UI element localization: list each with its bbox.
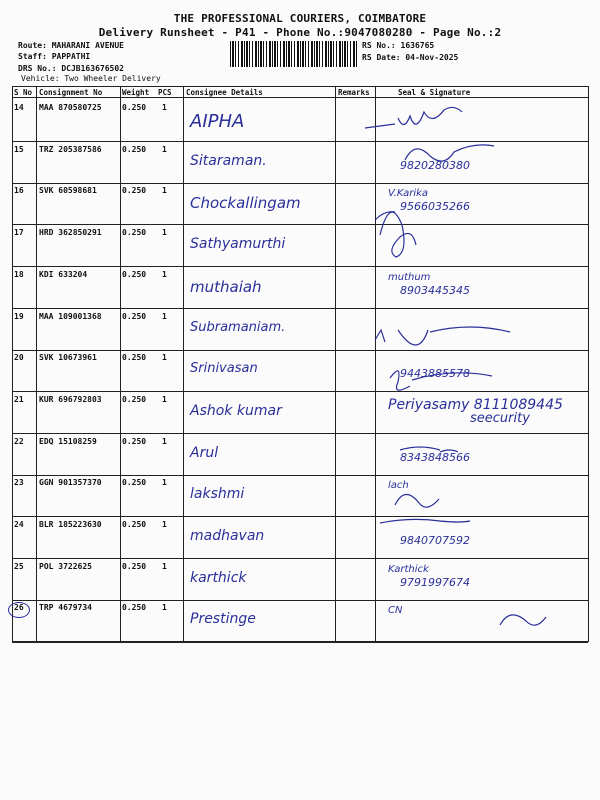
row-sno: 23 (14, 478, 24, 487)
row-weight: 0.250 (122, 312, 147, 321)
col-header-consignee: Consignee Details (186, 88, 263, 97)
row-signature-phone: 8903445345 (400, 284, 470, 297)
row-signature-text: Karthick (388, 564, 429, 575)
row-consignment-no: MAA 870580725 (39, 103, 102, 112)
row-sno: 16 (14, 186, 24, 195)
vehicle-label: Vehicle: Two Wheeler Delivery (21, 74, 161, 83)
row-weight: 0.250 (122, 145, 147, 154)
row-consignee-name: Subramaniam. (190, 320, 286, 335)
col-header-consignment: Consignment No (39, 88, 103, 97)
row-sno: 20 (14, 353, 24, 362)
row-signature-text: Periyasamy 8111089445 (388, 397, 563, 413)
row-pcs: 1 (162, 562, 167, 571)
row-pcs: 1 (162, 353, 167, 362)
row-pcs: 1 (162, 437, 167, 446)
row-pcs: 1 (162, 270, 167, 279)
row-signature-text: muthum (388, 272, 431, 283)
col-header-remarks: Remarks (338, 88, 370, 97)
row-consignee-name: Sitaraman. (190, 153, 267, 169)
row-pcs: 1 (162, 186, 167, 195)
row-weight: 0.250 (122, 437, 147, 446)
col-header-signature: Seal & Signature (398, 88, 471, 97)
rs-date: RS Date: 04-Nov-2025 (362, 53, 459, 62)
row-signature-text: V.Karika (388, 188, 429, 199)
row-signature-text: lach (388, 480, 409, 491)
row-consignment-no: BLR 185223630 (39, 520, 102, 529)
row-sno: 17 (14, 228, 24, 237)
row-weight: 0.250 (122, 103, 147, 112)
row-sno: 15 (14, 145, 24, 154)
row-pcs: 1 (162, 145, 167, 154)
row-consignment-no: KDI 633204 (39, 270, 88, 279)
row-weight: 0.250 (122, 186, 147, 195)
route-label: Route: MAHARANI AVENUE (18, 41, 124, 50)
row-weight: 0.250 (122, 603, 147, 612)
row-signature-phone: 9443885578 (400, 367, 470, 380)
row-sno: 25 (14, 562, 24, 571)
row-sno: 24 (14, 520, 24, 529)
row-sno: 19 (14, 312, 24, 321)
row-signature-phone: seecurity (470, 411, 530, 426)
row-pcs: 1 (162, 395, 167, 404)
row-consignee-name: Prestinge (190, 611, 256, 627)
col-header-pcs: PCS (158, 88, 172, 97)
row-weight: 0.250 (122, 228, 147, 237)
row-sno: 22 (14, 437, 24, 446)
row-consignment-no: POL 3722625 (39, 562, 92, 571)
row-signature-phone: 9820280380 (400, 159, 470, 172)
row-weight: 0.250 (122, 395, 147, 404)
col-header-sno: S No (14, 88, 33, 97)
staff-label: Staff: PAPPATHI (18, 52, 91, 61)
page-subtitle: Delivery Runsheet - P41 - Phone No.:9047080280 - Page No.:2 (98, 26, 502, 39)
row-consignee-name: Srinivasan (190, 361, 258, 376)
row-weight: 0.250 (122, 478, 147, 487)
row-consignee-name: Ashok kumar (190, 403, 282, 419)
row-sno: 21 (14, 395, 24, 404)
row-consignment-no: SVK 10673961 (39, 353, 97, 362)
row-signature-phone: 9566035266 (400, 200, 470, 213)
row-consignee-name: Sathyamurthi (190, 236, 286, 252)
row-signature-phone: 9840707592 (400, 534, 470, 547)
row-sno: 18 (14, 270, 24, 279)
row-weight: 0.250 (122, 562, 147, 571)
row-consignment-no: EDQ 15108259 (39, 437, 97, 446)
row-signature-text: CN (388, 605, 403, 616)
row-pcs: 1 (162, 520, 167, 529)
rs-number: RS No.: 1636765 (362, 41, 435, 50)
row-consignment-no: GGN 901357370 (39, 478, 102, 487)
row-consignee-name: Arul (190, 445, 219, 461)
row-pcs: 1 (162, 478, 167, 487)
row-sno: 14 (14, 103, 24, 112)
row-signature-phone: 9791997674 (400, 576, 470, 589)
row-signature-phone: 8343848566 (400, 451, 470, 464)
page-title: THE PROFESSIONAL COURIERS, COIMBATORE (173, 12, 427, 25)
row-consignee-name: lakshmi (190, 486, 245, 502)
drs-label: DRS No.: DCJB163676502 (18, 64, 124, 73)
row-consignment-no: HRD 362850291 (39, 228, 102, 237)
row-consignment-no: KUR 696792803 (39, 395, 102, 404)
row-weight: 0.250 (122, 353, 147, 362)
row-pcs: 1 (162, 603, 167, 612)
row-weight: 0.250 (122, 520, 147, 529)
row-consignment-no: TRZ 205387586 (39, 145, 102, 154)
row-pcs: 1 (162, 103, 167, 112)
row-consignee-name: karthick (190, 570, 247, 586)
row-consignment-no: SVK 60598681 (39, 186, 97, 195)
row-pcs: 1 (162, 228, 167, 237)
row-sno: 26 (14, 603, 24, 612)
row-pcs: 1 (162, 312, 167, 321)
row-consignee-name: muthaiah (190, 278, 262, 296)
row-consignment-no: TRP 4679734 (39, 603, 92, 612)
row-consignee-name: AIPHA (190, 111, 245, 132)
row-consignee-name: Chockallingam (190, 194, 301, 212)
col-header-weight: Weight (122, 88, 150, 97)
row-weight: 0.250 (122, 270, 147, 279)
row-consignee-name: madhavan (190, 528, 265, 544)
row-consignment-no: MAA 109001368 (39, 312, 102, 321)
